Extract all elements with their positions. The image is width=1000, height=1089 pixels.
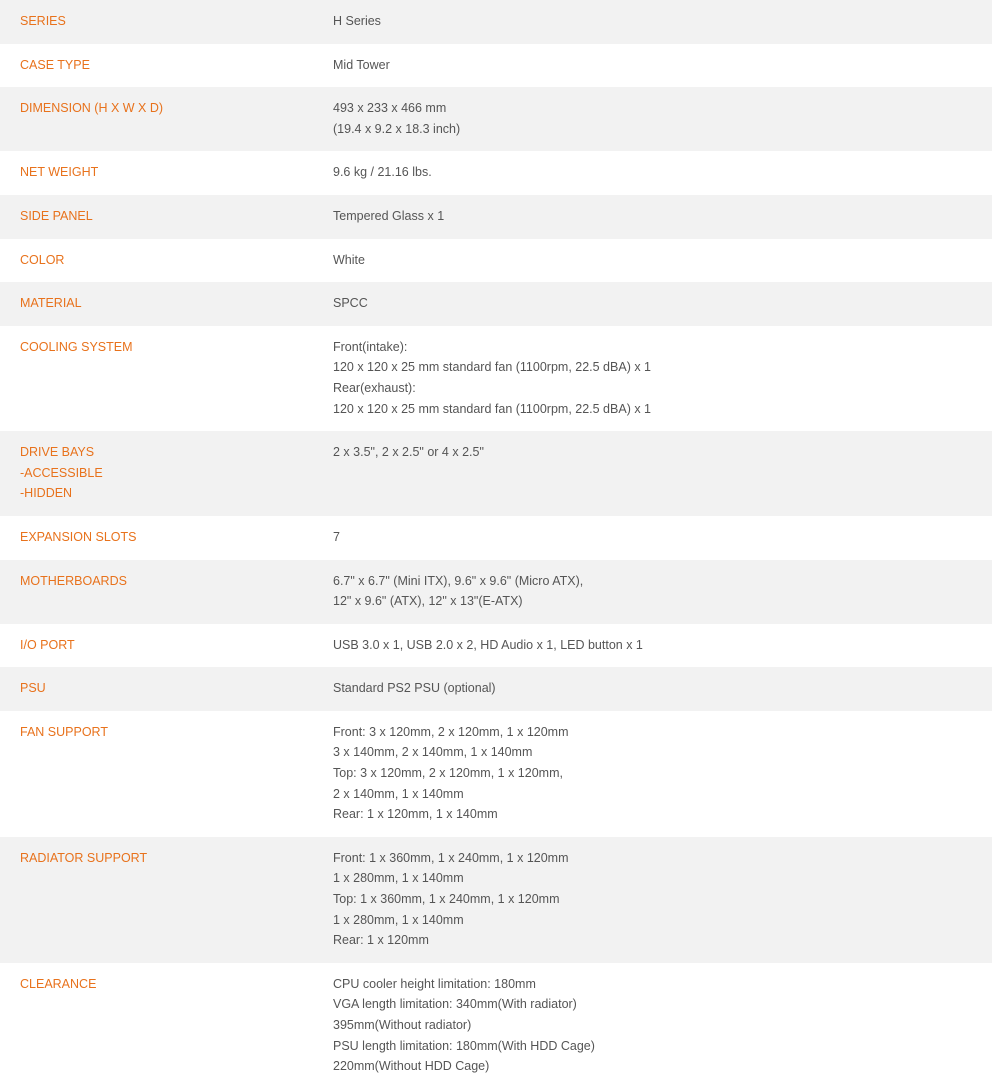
spec-label-line: EXPANSION SLOTS	[20, 529, 137, 544]
spec-row	[0, 151, 992, 195]
spec-value-line: H Series	[333, 14, 381, 28]
spec-value	[333, 239, 992, 283]
spec-value	[333, 516, 992, 560]
spec-row	[0, 837, 992, 963]
spec-value-line: USB 3.0 x 1, USB 2.0 x 2, HD Audio x 1, LED button x 1	[333, 637, 643, 652]
spec-row	[0, 195, 992, 239]
spec-value	[333, 44, 992, 88]
spec-value-line: Rear(exhaust):	[333, 380, 416, 395]
spec-value-line: Front(intake):	[333, 339, 408, 354]
spec-label-line: -ACCESSIBLE	[20, 465, 103, 480]
spec-value-line: SPCC	[333, 296, 368, 311]
spec-value-line: 493 x 233 x 466 mm	[333, 101, 447, 116]
spec-value	[333, 326, 992, 431]
spec-value-line: 1 x 280mm, 1 x 140mm	[333, 912, 464, 927]
spec-row	[0, 239, 992, 283]
spec-label	[0, 516, 333, 560]
spec-value	[333, 282, 992, 326]
spec-row	[0, 624, 992, 668]
spec-label	[0, 0, 333, 44]
spec-row	[0, 87, 992, 151]
spec-label-line: COLOR	[20, 252, 65, 267]
spec-value	[333, 624, 992, 668]
spec-label-line: SERIES	[20, 14, 66, 28]
spec-value-line: VGA length limitation: 340mm(With radiator)	[333, 997, 577, 1012]
spec-value-line: CPU cooler height limitation: 180mm	[333, 976, 536, 991]
spec-value	[333, 837, 992, 963]
spec-label-line: MOTHERBOARDS	[20, 573, 127, 588]
spec-value-line: Rear: 1 x 120mm	[333, 933, 429, 948]
spec-value	[333, 560, 992, 624]
spec-value-line: 7	[333, 529, 340, 544]
spec-label	[0, 282, 333, 326]
spec-value-line: 395mm(Without radiator)	[333, 1018, 472, 1032]
spec-value-line: White	[333, 252, 365, 267]
spec-row	[0, 0, 992, 44]
spec-value-line: 2 x 3.5", 2 x 2.5" or 4 x 2.5"	[333, 445, 484, 460]
spec-value-line: 1 x 280mm, 1 x 140mm	[333, 871, 464, 886]
spec-value-line: 3 x 140mm, 2 x 140mm, 1 x 140mm	[333, 745, 533, 760]
spec-row	[0, 326, 992, 431]
spec-label	[0, 837, 333, 963]
spec-value-line: 6.7" x 6.7" (Mini ITX), 9.6" x 9.6" (Micro ATX),	[333, 573, 584, 588]
spec-label-line: -HIDDEN	[20, 486, 73, 501]
spec-label-line: CLEARANCE	[20, 976, 97, 991]
spec-value	[333, 431, 992, 516]
spec-value-line: Top: 3 x 120mm, 2 x 120mm, 1 x 120mm,	[333, 766, 563, 781]
spec-value-line: Tempered Glass x 1	[333, 208, 445, 223]
spec-value-line: Mid Tower	[333, 57, 390, 72]
spec-row	[0, 282, 992, 326]
spec-value-line: 120 x 120 x 25 mm standard fan (1100rpm, 22.5 dBA) x 1	[333, 401, 651, 416]
spec-label	[0, 239, 333, 283]
spec-label-line: CASE TYPE	[20, 57, 90, 72]
spec-value	[333, 195, 992, 239]
spec-value-line: 9.6 kg / 21.16 lbs.	[333, 165, 432, 180]
spec-value-line: 2 x 140mm, 1 x 140mm	[333, 786, 464, 801]
spec-label-line: FAN SUPPORT	[20, 724, 108, 739]
spec-label	[0, 667, 333, 711]
spec-label	[0, 963, 333, 1089]
spec-value-line: Front: 1 x 360mm, 1 x 240mm, 1 x 120mm	[333, 850, 569, 865]
spec-value-line: PSU length limitation: 180mm(With HDD Cage)	[333, 1038, 595, 1053]
spec-label	[0, 151, 333, 195]
spec-label-line: RADIATOR SUPPORT	[20, 850, 148, 865]
spec-label-line: PSU	[20, 681, 46, 696]
spec-value-line: Top: 1 x 360mm, 1 x 240mm, 1 x 120mm	[333, 892, 560, 907]
spec-value	[333, 667, 992, 711]
spec-value-line: Standard PS2 PSU (optional)	[333, 681, 496, 696]
spec-row	[0, 963, 992, 1089]
spec-label	[0, 560, 333, 624]
spec-label-line: DIMENSION (H X W X D)	[20, 101, 164, 116]
spec-value-line: 120 x 120 x 25 mm standard fan (1100rpm, 22.5 dBA) x 1	[333, 360, 651, 375]
spec-value-line: Rear: 1 x 120mm, 1 x 140mm	[333, 807, 498, 822]
spec-label-line: NET WEIGHT	[20, 165, 99, 180]
spec-row	[0, 560, 992, 624]
spec-row	[0, 431, 992, 516]
spec-label	[0, 87, 333, 151]
spec-label-line: I/O PORT	[20, 637, 75, 652]
spec-label-line: MATERIAL	[20, 296, 82, 311]
spec-value-line: 12" x 9.6" (ATX), 12" x 13"(E-ATX)	[333, 594, 523, 609]
spec-value	[333, 151, 992, 195]
spec-value	[333, 87, 992, 151]
spec-label	[0, 431, 333, 516]
spec-label	[0, 195, 333, 239]
spec-row	[0, 667, 992, 711]
spec-label-line: COOLING SYSTEM	[20, 339, 133, 354]
spec-row	[0, 516, 992, 560]
spec-value-line: (19.4 x 9.2 x 18.3 inch)	[333, 121, 461, 136]
spec-value-line: 220mm(Without HDD Cage)	[333, 1059, 490, 1074]
spec-row	[0, 711, 992, 837]
spec-label-line: SIDE PANEL	[20, 208, 93, 223]
spec-label	[0, 326, 333, 431]
spec-label	[0, 44, 333, 88]
spec-label-line: DRIVE BAYS	[20, 445, 95, 460]
spec-label	[0, 624, 333, 668]
spec-value-line: Front: 3 x 120mm, 2 x 120mm, 1 x 120mm	[333, 724, 569, 739]
spec-value	[333, 963, 992, 1089]
spec-value	[333, 711, 992, 837]
spec-label	[0, 711, 333, 837]
spec-row	[0, 44, 992, 88]
spec-value	[333, 0, 992, 44]
